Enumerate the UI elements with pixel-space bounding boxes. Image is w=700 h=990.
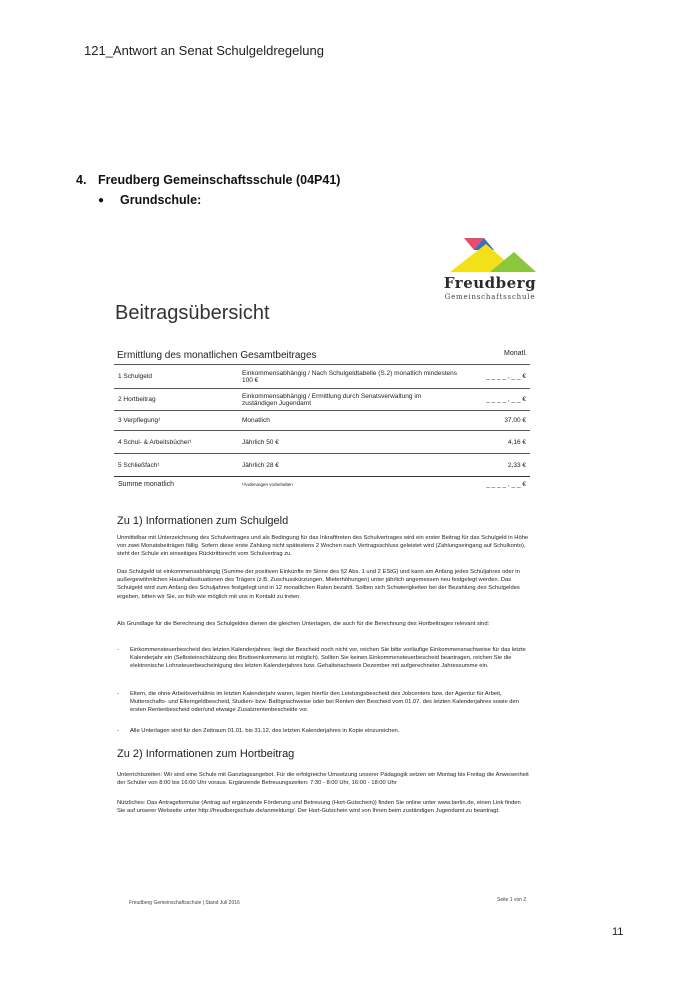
- list-item-text: Alle Unterlagen sind für den Zeitraum 01.01. bis 31.12. des letzten Kalenderjahres in Kopie einzureichen.: [130, 728, 400, 734]
- table-header: [117, 350, 527, 364]
- row-label: 5 Schließfach¹: [114, 454, 238, 477]
- month-label: Monatl.: [504, 350, 527, 357]
- table-row: [114, 454, 530, 477]
- logo-subtitle: Gemeinschaftsschule: [444, 293, 536, 301]
- schulgeld-paragraph: Unmittelbar mit Unterzeichnung des Schulvertrages und als Bedingung für das Inkrafttreten des Schulvertrages wird ein erster Beitrag für das Schulgeld in Höhe von zwei Monatsbeiträgen fällig. Sofern diese erste Zahlung nicht spätestens 2 Wochen nach Vertragsschluss geleistet wird (Zahlungseingang auf Schulkonto), steht der Schule ein einseitiges Rücktrittsrecht vom Schulvertrag zu.: [117, 535, 529, 558]
- row-detail: Jährlich 50 €: [238, 431, 462, 454]
- row-amount: _ _ _ _ , _ _ €: [462, 389, 530, 411]
- row-label: 4 Schul- & Arbeitsbücher¹: [114, 431, 238, 454]
- footer-right: Seite 1 von 2: [497, 897, 527, 903]
- row-amount: _ _ _ _ , _ _ €: [462, 365, 530, 389]
- sub-title: Grundschule:: [120, 193, 202, 207]
- sum-label: Summe monatlich: [114, 477, 238, 493]
- logo-name: Freudberg: [443, 274, 537, 292]
- hort-paragraph: Nützliches: Das Antragsformular (Antrag auf ergänzende Förderung und Betreuung (Hort-Gutschein)) finden Sie online unter www.berlin.de, einen Link finden Sie auf unserer Webseite unter http://freudbergschule.de/anmeldung/. Der Hort-Gutschein wird von Ihnen beim zuständigen Jugendamt zu beantragt.: [117, 800, 521, 815]
- section-heading: [76, 173, 340, 187]
- list-item-text: Eltern, die ohne Arbeitsverhältnis im letzten Kalenderjahr waren, legen hierfür den Leistungsbescheid des Jobcenters bzw. der Agentur für Arbeit, Mutterschafts- und Elterngeldbescheid, Studien- bzw. Bafögnachweise oder bei Renten den Bescheid vom 01.07. des letzten Kalenderjahres sowie den ersten Rentenbescheid oder/und etwaige Zusatzrentenbescheide vor.: [130, 691, 519, 714]
- table-row: [114, 389, 530, 411]
- fee-table: [114, 364, 530, 493]
- dash-icon: -: [117, 728, 119, 734]
- dash-icon: -: [117, 647, 119, 653]
- row-detail: Jährlich 28 €: [238, 454, 462, 477]
- row-detail: Einkommensabhängig / Nach Schulgeldtabelle (S.2) monatlich mindestens 100 €: [238, 365, 462, 389]
- row-amount: 4,16 €: [462, 431, 530, 454]
- row-label: 3 Verpflegung¹: [114, 411, 238, 431]
- section-title: Freudberg Gemeinschaftsschule (04P41): [98, 173, 341, 187]
- table-row: [114, 365, 530, 389]
- page-number: 11: [612, 926, 624, 938]
- hort-heading: Zu 2) Informationen zum Hortbeitrag: [117, 748, 295, 760]
- sub-heading: [98, 193, 201, 207]
- schulgeld-heading: Zu 1) Informationen zum Schulgeld: [117, 515, 289, 527]
- section-number: 4.: [76, 173, 87, 187]
- row-amount: 37,00 €: [462, 411, 530, 431]
- table-row: [114, 411, 530, 431]
- table-row: [114, 431, 530, 454]
- row-label: 1 Schulgeld: [114, 365, 238, 389]
- row-label: 2 Hortbeitrag: [114, 389, 238, 411]
- schulgeld-paragraph: Als Grundlage für die Berechnung des Schulgeldes dienen die gleichen Unterlagen, die auch für die Berechnung des Hortbeitrages relevant sind:: [117, 621, 490, 627]
- row-detail: Monatlich: [238, 411, 462, 431]
- dash-icon: -: [117, 691, 119, 697]
- footer-left: Freudberg Gemeinschaftsschule | Stand Juli 2016: [129, 900, 240, 906]
- bullet-icon: ●: [98, 195, 105, 207]
- sum-row: [114, 477, 530, 493]
- row-amount: 2,33 €: [462, 454, 530, 477]
- sum-amount: _ _ _ _ , _ _ €: [462, 477, 530, 493]
- document-title: Beitragsübersicht: [115, 302, 270, 324]
- sum-note: ¹Änderungen vorbehalten: [238, 477, 462, 493]
- hort-paragraph: Unterrichtszeiten: Wir sind eine Schule mit Ganztagsangebot. Für die erfolgreiche Umsetzung unserer Pädagogik setzen wir Montag bis Freitag die Anwesenheit der Schüler von 8:00 bis 16:00 Uhr voraus. Ergänzende Betreuungszeiten: 7:30 - 8:00 Uhr, 16:00 - 18:00 Uhr: [117, 772, 529, 787]
- header-title: 121_Antwort an Senat Schulgeldregelung: [84, 43, 324, 58]
- table-heading: Ermittlung des monatlichen Gesamtbeitrages: [117, 350, 317, 361]
- schulgeld-paragraph: Das Schulgeld ist einkommensabhängig (Summe der positiven Einkünfte im Sinne des §2 Abs. 1 und 2 EStG) und kann am Anfang jedes Schuljahres oder in außergewöhnlichen Haushaltssituationen des Trägers (z.B. Zuschusskürzungen, Mieterhöhungen) unter jährlich angemessen neu festgelegt werden. Das Schulgeld wird zum Anfang des Schuljahres festgelegt und in 12 monatlichen Raten bezahlt. Sollten sich Schwierigkeiten bei der Bezahlung des Schulgeldes ergeben, bitten wir Sie, so früh wie möglich mit uns in Kontakt zu treten.: [117, 569, 520, 600]
- row-detail: Einkommensabhängig / Ermittlung durch Senatsverwaltung im zuständigen Jugendamt: [238, 389, 462, 411]
- list-item-text: Einkommensteuerbescheid des letzten Kalenderjahres; liegt der Bescheid noch nicht vor, reichen Sie bitte vorläufige Einkommensnachweise für das letzte Kalenderjahr ein (Selbsteinschätzung des Bruttoeinkommens ist möglich). Sollten Sie keinen Einkommensteuerbescheid beantragen, reichen Sie die elektronische Lohnsteuerbescheinigung des letzten Kalenderjahres bzw. Gehaltsnachweis Dezember mit aufgerechneter Jahressumme ein.: [130, 647, 526, 670]
